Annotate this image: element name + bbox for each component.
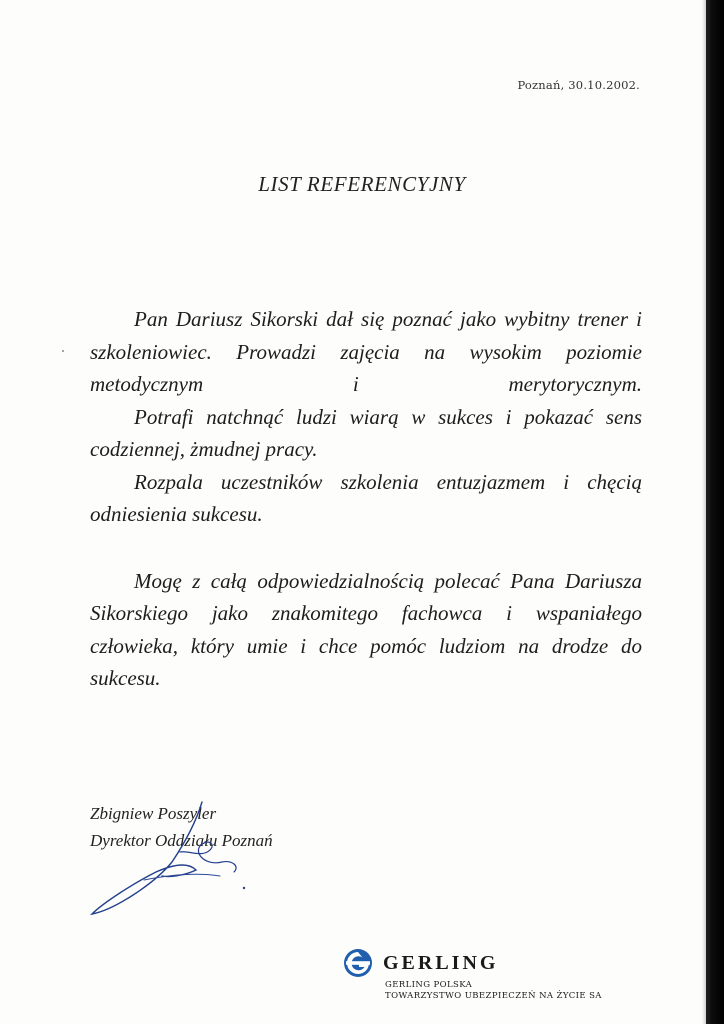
scan-edge-shadow (702, 0, 724, 1024)
company-logo (343, 948, 498, 978)
company-name-line-2: TOWARZYSTWO UBEZPIECZEŃ NA ŻYCIE SA (385, 991, 602, 1001)
handwritten-signature-icon (84, 792, 284, 920)
logo-wordmark: GERLING (383, 951, 499, 974)
place-date: Poznań, 30.10.2002. (517, 78, 640, 92)
paragraph-3: Rozpala uczestników szkolenia entuzjazmem i chęcią odniesienia sukcesu. (90, 469, 642, 526)
gerling-g-logo-icon (343, 948, 373, 978)
company-name (385, 980, 602, 1002)
paragraph-1: Pan Dariusz Sikorski dał się poznać jako wybitny trener i szkoleniowiec. Prowadzi zajęcia na wysokim poziomie metodycznym i merytorycznym. (90, 307, 642, 396)
signatory-name: Zbigniew Poszyler (90, 804, 217, 823)
signatory-position: Dyrektor Oddziału Poznań (90, 831, 273, 850)
letter-title: LIST REFERENCYJNY (258, 172, 466, 196)
paragraph-gap (90, 531, 642, 565)
letter-body (90, 303, 642, 695)
paragraph-4: Mogę z całą odpowiedzialnością polecać Pana Dariusza Sikorskiego jako znakomitego fachowca i wspaniałego człowieka, który umie i chce pomóc ludziom na drodze do sukcesu. (90, 568, 642, 690)
paragraph-2: Potrafi natchnąć ludzi wiarą w sukces i pokazać sens codziennej, żmudnej pracy. (90, 404, 642, 461)
company-name-line-1: GERLING POLSKA (385, 980, 473, 990)
scan-speck (62, 350, 64, 352)
